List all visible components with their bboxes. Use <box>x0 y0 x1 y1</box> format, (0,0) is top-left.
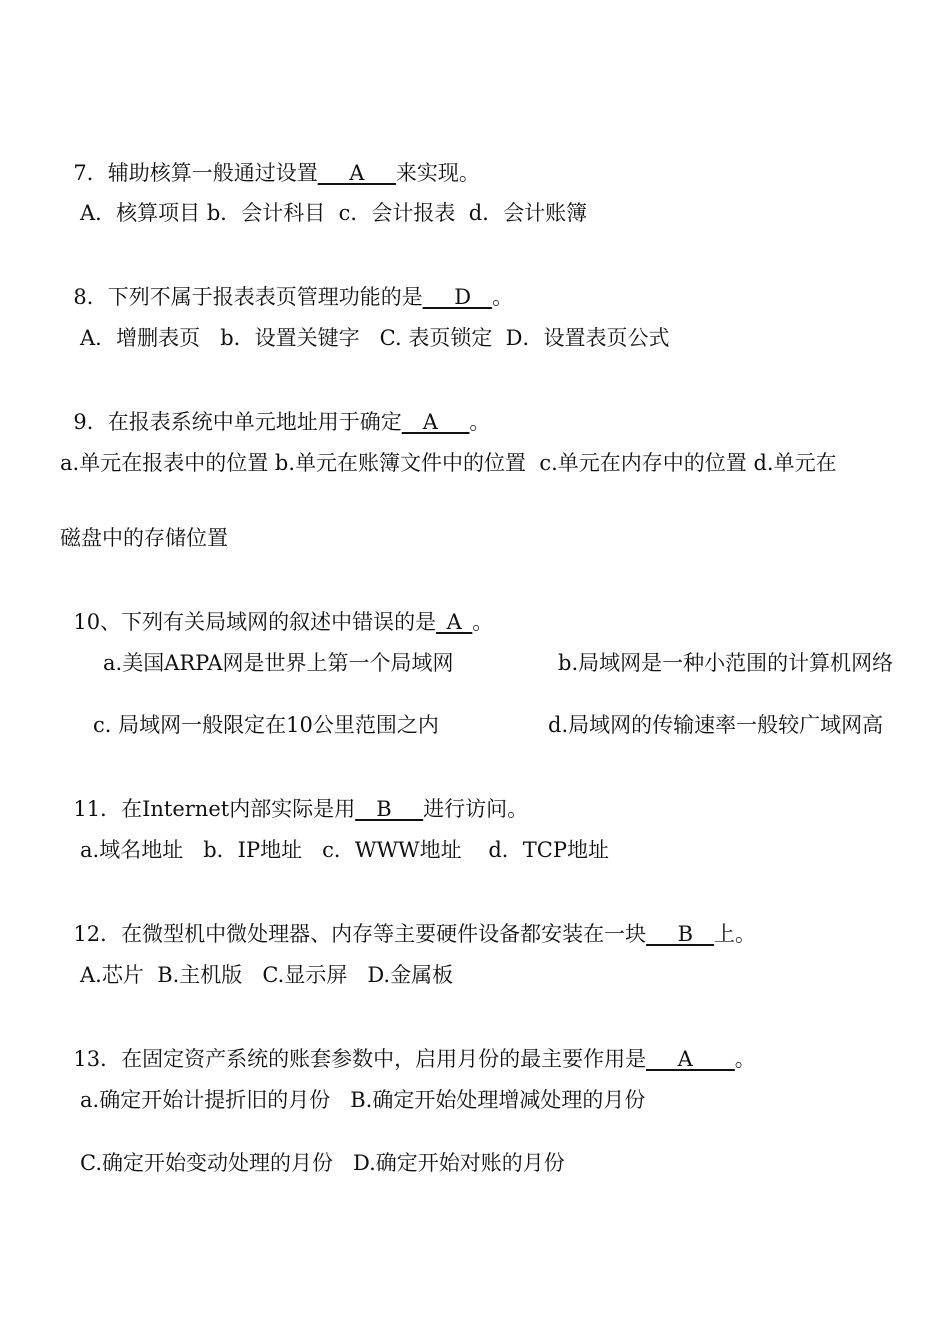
question-9-text: 9．在报表系统中单元地址用于确定 <box>73 410 402 434</box>
question-13-answer: ___A____ <box>646 1047 735 1071</box>
question-11-stem <box>60 778 528 820</box>
question-7-stem <box>60 142 480 184</box>
question-7-text-end: 来实现。 <box>395 161 480 185</box>
question-10-option-d: d.局域网的传输速率一般较广域网高 <box>548 713 884 737</box>
question-11-options: a.域名地址 b．IP地址 c．WWW地址 d．TCP地址 <box>80 838 609 862</box>
question-9-answer: __A___ <box>401 410 470 434</box>
question-11-text: 11．在Internet内部实际是用 <box>73 797 356 821</box>
question-10-text: 10、下列有关局域网的叙述中错误的是 <box>73 610 437 634</box>
question-9-text-end: 。 <box>469 410 491 434</box>
question-7-text: 7．辅助核算一般通过设置 <box>73 161 318 185</box>
question-12-options: A.芯片 B.主机版 C.显示屏 D.金属板 <box>80 963 454 987</box>
question-13-text: 13．在固定资产系统的账套参数中，启用月份的最主要作用是 <box>73 1047 647 1071</box>
question-12-text-end: 上。 <box>714 922 757 946</box>
question-11-text-end: 进行访问。 <box>423 797 529 821</box>
question-12-stem <box>60 903 756 945</box>
question-10-stem <box>60 591 493 633</box>
question-12-text: 12．在微型机中微处理器、内存等主要硬件设备都安装在一块 <box>73 922 647 946</box>
question-8-options: A．增删表页 b．设置关键字 C. 表页锁定 D．设置表页公式 <box>80 326 670 350</box>
question-9-stem <box>60 391 490 433</box>
question-10-option-a: a.美国ARPA网是世界上第一个局域网 <box>103 651 454 675</box>
question-12-answer: ___B__ <box>646 922 715 946</box>
question-10-answer: _A_ <box>436 610 473 634</box>
question-13-options-line-2: C.确定开始变动处理的月份 D.确定开始对账的月份 <box>80 1151 565 1175</box>
question-13-text-end: 。 <box>734 1047 756 1071</box>
question-13-options-line-1: a.确定开始计提折旧的月份 B.确定开始处理增减处理的月份 <box>80 1088 646 1112</box>
question-10-option-c: c. 局域网一般限定在10公里范围之内 <box>93 713 439 737</box>
question-13-stem <box>60 1028 756 1070</box>
question-8-text-end: 。 <box>492 285 514 309</box>
question-11-answer: __B___ <box>355 797 424 821</box>
question-8-stem <box>60 266 513 308</box>
question-10-option-b: b.局域网是一种小范围的计算机网络 <box>558 651 894 675</box>
question-7-answer: ___A___ <box>317 161 396 185</box>
question-10-text-end: 。 <box>472 610 494 634</box>
question-9-options-line-1: a.单元在报表中的位置 b.单元在账簿文件中的位置 c.单元在内存中的位置 d.单元在 <box>60 451 837 475</box>
question-8-text: 8．下列不属于报表表页管理功能的是 <box>73 285 423 309</box>
question-7-options: A．核算项目 b．会计科目 c．会计报表 d．会计账簿 <box>80 201 588 225</box>
question-9-options-line-2: 磁盘中的存储位置 <box>60 526 228 550</box>
question-8-answer: ___D__ <box>422 285 493 309</box>
